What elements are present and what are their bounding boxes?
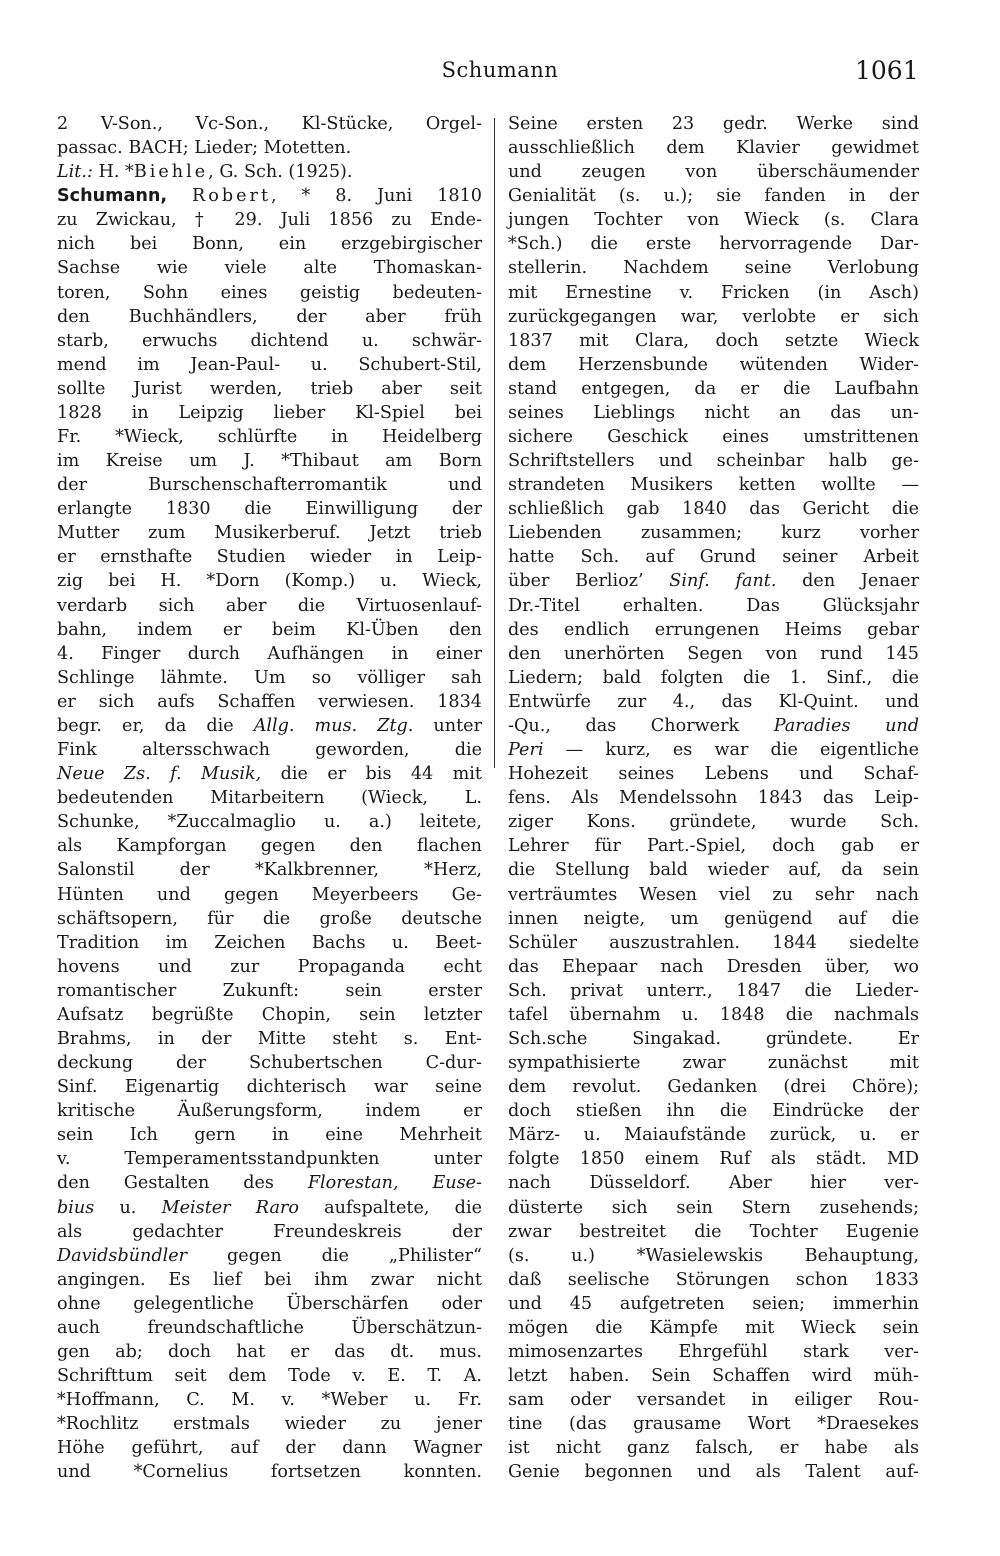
- text-run: letzt haben. Sein Schaffen wird müh-: [508, 1366, 919, 1387]
- text-line: [57, 738, 482, 762]
- text-line: [57, 569, 482, 593]
- text-run: — kurz, es war die eigentliche: [543, 740, 919, 761]
- text-run: nich bei Bonn, ein erzgebirgischer: [57, 234, 482, 255]
- text-line: [57, 401, 482, 425]
- text-run: das Ehepaar nach Dresden über, wo: [508, 956, 919, 977]
- text-run: Seine ersten 23 gedr. Werke sind: [508, 114, 919, 134]
- text-line: [57, 1075, 482, 1099]
- text-run: doch stießen ihn die Eindrücke der: [508, 1101, 919, 1122]
- text-line: [508, 834, 919, 858]
- text-run: zu Zwickau, † 29. Juli 1856 zu Ende-: [57, 210, 482, 231]
- text-run: er ernsthafte Studien wieder in Leip-: [57, 547, 482, 568]
- text-run: düsterte sich sein Stern zusehends;: [508, 1197, 919, 1218]
- text-line: [508, 1292, 919, 1316]
- text-line: [57, 232, 482, 256]
- text-run: seines Lieblings nicht an das un-: [508, 402, 919, 423]
- right-column: [508, 112, 919, 1484]
- text-run: Höhe geführt, auf der dann Wagner: [57, 1438, 482, 1459]
- text-line: [57, 305, 482, 329]
- text-line: [508, 569, 919, 593]
- text-line: [508, 160, 919, 184]
- text-run: Liedern; bald folgten die 1. Sinf., die: [508, 667, 919, 688]
- text-run: strandeten Musikers ketten wollte —: [508, 475, 919, 496]
- text-run: Schüler auszustrahlen. 1844 siedelte: [508, 932, 919, 953]
- text-run: Salonstil der *Kalkbrenner, *Herz,: [57, 860, 482, 881]
- text-line: [508, 208, 919, 232]
- text-run: -Qu., das Chorwerk: [508, 715, 774, 736]
- text-run: sympathisierte zwar zunächst mit: [508, 1053, 919, 1074]
- text-run: ausschließlich dem Klavier gewidmet: [508, 138, 919, 159]
- text-run: Sch.sche Singakad. gründete. Er: [508, 1028, 919, 1049]
- text-line: [57, 329, 482, 353]
- text-line: [508, 1003, 919, 1027]
- text-line: [508, 1075, 919, 1099]
- text-line: [508, 762, 919, 786]
- text-run: mend im Jean-Paul- u. Schubert-Stil,: [57, 354, 482, 375]
- text-line: [508, 1268, 919, 1292]
- text-run: zwar bestreitet die Tochter Eugenie: [508, 1221, 919, 1242]
- text-run: 4. Finger durch Aufhängen in einer: [57, 643, 482, 664]
- text-line: [57, 666, 482, 690]
- text-run: erlangte 1830 die Einwilligung der: [57, 499, 482, 520]
- text-line: [508, 1364, 919, 1388]
- text-run: Genialität (s. u.); sie fanden in der: [508, 186, 919, 207]
- text-line: [57, 883, 482, 907]
- text-line: [508, 594, 919, 618]
- text-line: [508, 1027, 919, 1051]
- text-run: folgte 1850 einem Ruf als städt. MD: [508, 1149, 919, 1170]
- text-run: die er bis 44 mit: [261, 764, 482, 785]
- text-line: [57, 521, 482, 545]
- text-line: [57, 1003, 482, 1027]
- text-line: [508, 281, 919, 305]
- text-run: bahn, indem er beim Kl-Üben den: [57, 619, 482, 640]
- text-line: [57, 353, 482, 377]
- text-line: [57, 810, 482, 834]
- text-run: Davidsbündler: [57, 1245, 188, 1266]
- text-run: Fr. *Wieck, schlürfte in Heidelberg: [57, 427, 482, 448]
- text-line: [57, 1340, 482, 1364]
- text-line: [57, 955, 482, 979]
- text-run: gen ab; doch hat er das dt. mus.: [57, 1341, 482, 1362]
- text-run: toren, Sohn eines geistig bedeuten-: [57, 282, 482, 303]
- text-line: [508, 497, 919, 521]
- text-line: [57, 473, 482, 497]
- text-run: Lehrer für Part.-Spiel, doch gab er: [508, 836, 919, 857]
- text-line: [57, 1292, 482, 1316]
- text-run: Aufsatz begrüßte Chopin, sein letzter: [57, 1004, 482, 1025]
- text-run: stellerin. Nachdem seine Verlobung: [508, 258, 919, 279]
- text-run: mögen die Kämpfe mit Wieck sein: [508, 1317, 919, 1338]
- text-line: [508, 1388, 919, 1412]
- text-line: [57, 834, 482, 858]
- text-run: Sinf. fant.: [669, 571, 777, 592]
- text-run: Sch. privat unterr., 1847 die Lieder-: [508, 980, 919, 1001]
- text-run: auch freundschaftliche Überschätzun-: [57, 1317, 482, 1338]
- text-line: [508, 377, 919, 401]
- text-line: [57, 1051, 482, 1075]
- text-line: [57, 208, 482, 232]
- text-run: Schumann,: [57, 186, 168, 207]
- text-line: [508, 907, 919, 931]
- text-run: über Berlioz’: [508, 571, 670, 592]
- text-run: schäftsopern, für die große deutsche: [57, 908, 482, 929]
- text-run: unter: [413, 715, 482, 736]
- text-run: , G. Sch. (1925).: [208, 162, 353, 183]
- text-line: [508, 1316, 919, 1340]
- text-run: bius: [57, 1197, 95, 1218]
- text-run: *Hoffmann, C. M. v. *Weber u. Fr.: [57, 1390, 482, 1411]
- text-run: schließlich gab 1840 das Gericht die: [508, 499, 919, 520]
- text-line: [508, 256, 919, 280]
- text-run: und 45 aufgetreten seien; immerhin: [508, 1293, 919, 1314]
- text-line: [57, 256, 482, 280]
- text-line: [508, 955, 919, 979]
- text-line: [508, 425, 919, 449]
- text-run: sollte Jurist werden, trieb aber seit: [57, 378, 482, 399]
- text-run: dem revolut. Gedanken (drei Chöre);: [508, 1077, 919, 1098]
- text-line: [508, 521, 919, 545]
- text-line: [57, 1196, 482, 1220]
- text-line: [508, 1460, 919, 1484]
- text-run: Genie begonnen und als Talent auf-: [508, 1462, 919, 1483]
- text-line: [57, 762, 482, 786]
- text-run: Schlinge lähmte. Um so völliger sah: [57, 667, 482, 688]
- text-line: [57, 907, 482, 931]
- text-line: [508, 714, 919, 738]
- text-run: hatte Sch. auf Grund seiner Arbeit: [508, 547, 919, 568]
- text-line: [508, 1436, 919, 1460]
- text-run: Dr.-Titel erhalten. Das Glücksjahr: [508, 595, 919, 616]
- text-run: 1837 mit Clara, doch setzte Wieck: [508, 330, 919, 351]
- text-line: [57, 786, 482, 810]
- text-line: [508, 786, 919, 810]
- text-run: Neue Zs. f. Musik,: [57, 764, 262, 785]
- text-line: [508, 353, 919, 377]
- text-run: Tradition im Zeichen Bachs u. Beet-: [57, 932, 482, 953]
- text-run: kritische Äußerungsform, indem er: [57, 1101, 482, 1122]
- text-run: Meister Raro: [161, 1197, 299, 1218]
- text-run: jungen Tochter von Wieck (s. Clara: [508, 210, 919, 231]
- text-line: [508, 1123, 919, 1147]
- text-run: nach Düsseldorf. Aber hier ver-: [508, 1173, 919, 1194]
- text-run: innen neigte, um genügend auf die: [508, 908, 919, 929]
- text-line: [508, 232, 919, 256]
- text-line: [57, 160, 482, 184]
- text-line: [508, 931, 919, 955]
- text-run: Hünten und gegen Meyerbeers Ge-: [57, 884, 482, 905]
- text-line: [57, 1027, 482, 1051]
- text-run: verträumtes Wesen viel zu sehr nach: [508, 884, 919, 905]
- text-run: und *Cornelius fortsetzen konnten.: [57, 1462, 482, 1483]
- text-line: [508, 883, 919, 907]
- text-run: u.: [94, 1197, 162, 1218]
- text-line: [508, 858, 919, 882]
- text-run: gegen die „Philister“: [187, 1245, 482, 1266]
- text-run: *Sch.) die erste hervorragende Dar-: [508, 234, 919, 255]
- text-run: v. Temperamentsstandpunkten unter: [57, 1149, 482, 1170]
- text-line: [57, 449, 482, 473]
- text-run: *Rochlitz erstmals wieder zu jener: [57, 1414, 482, 1435]
- text-run: (s. u.) *Wasielewskis Behauptung,: [508, 1245, 919, 1266]
- text-line: [57, 1244, 482, 1268]
- text-line: [57, 184, 482, 208]
- text-line: [57, 1316, 482, 1340]
- text-run: , * 8. Juni 1810: [271, 186, 482, 207]
- text-run: als Kampforgan gegen den flachen: [57, 836, 482, 857]
- text-run: mimosenzartes Ehrgefühl stark ver-: [508, 1341, 919, 1362]
- text-line: [57, 1388, 482, 1412]
- text-line: [508, 1147, 919, 1171]
- text-run: Allg. mus. Ztg.: [253, 715, 414, 736]
- text-run: 2 V-Son., Vc-Son., Kl-Stücke, Orgel-: [57, 114, 482, 134]
- text-run: dem Herzensbunde wütenden Wider-: [508, 354, 919, 375]
- text-run: den unerhörten Segen von rund 145: [508, 643, 919, 664]
- text-line: [508, 305, 919, 329]
- text-line: [508, 473, 919, 497]
- text-line: [57, 1171, 482, 1195]
- text-run: der Burschenschafterromantik und: [57, 475, 482, 496]
- text-line: [508, 1244, 919, 1268]
- text-run: sein Ich gern in eine Mehrheit: [57, 1125, 482, 1146]
- text-line: [57, 979, 482, 1003]
- text-run: Schunke, *Zuccalmaglio u. a.) leitete,: [57, 812, 482, 833]
- text-run: den Gestalten des: [57, 1173, 308, 1194]
- text-run: fens. Als Mendelssohn 1843 das Leip-: [508, 788, 919, 809]
- text-line: [508, 545, 919, 569]
- text-run: 1828 in Leipzig lieber Kl-Spiel bei: [57, 402, 482, 423]
- text-line: [508, 690, 919, 714]
- text-line: [508, 136, 919, 160]
- text-line: [508, 666, 919, 690]
- text-run: starb, erwuchs dichtend u. schwär-: [57, 330, 482, 351]
- text-line: [57, 931, 482, 955]
- text-line: [508, 1220, 919, 1244]
- text-run: bedeutenden Mitarbeitern (Wieck, L.: [57, 788, 482, 809]
- text-line: [508, 1412, 919, 1436]
- text-line: [508, 1099, 919, 1123]
- text-line: [57, 642, 482, 666]
- text-line: [508, 1051, 919, 1075]
- text-line: [57, 1436, 482, 1460]
- text-run: den Buchhändlers, der aber früh: [57, 306, 482, 327]
- text-line: [57, 858, 482, 882]
- text-run: des endlich errungenen Heims gebar: [508, 619, 919, 640]
- text-line: [57, 425, 482, 449]
- text-line: [57, 1123, 482, 1147]
- page-number: 1061: [855, 56, 919, 85]
- text-run: er sich aufs Schaffen verwiesen. 1834: [57, 691, 482, 712]
- text-line: [57, 1147, 482, 1171]
- text-run: Biehle: [133, 162, 209, 183]
- text-line: [57, 1460, 482, 1484]
- text-run: Peri: [508, 740, 544, 761]
- text-run: romantischer Zukunft: sein erster: [57, 980, 482, 1001]
- text-line: [57, 1412, 482, 1436]
- text-run: stand entgegen, da er die Laufbahn: [508, 378, 919, 399]
- text-run: Florestan, Euse-: [307, 1173, 482, 1194]
- text-line: [508, 1171, 919, 1195]
- text-run: als gedachter Freundeskreis der: [57, 1221, 482, 1242]
- text-line: [508, 979, 919, 1003]
- text-run: H. *: [92, 162, 134, 183]
- text-run: Hohezeit seines Lebens und Schaf-: [508, 764, 919, 785]
- text-run: zig bei H. *Dorn (Komp.) u. Wieck,: [57, 571, 482, 592]
- left-column: [57, 112, 482, 1484]
- text-line: [508, 810, 919, 834]
- text-run: ohne gelegentliche Überschärfen oder: [57, 1293, 482, 1314]
- text-line: [57, 545, 482, 569]
- text-run: Fink altersschwach geworden, die: [57, 740, 482, 761]
- text-run: passac. BACH; Lieder; Motetten.: [57, 138, 352, 159]
- text-line: [508, 449, 919, 473]
- text-line: [508, 618, 919, 642]
- text-run: tine (das grausame Wort *Draesekes: [508, 1414, 919, 1435]
- text-run: daß seelische Störungen schon 1833: [508, 1269, 919, 1290]
- text-run: tafel übernahm u. 1848 die nachmals: [508, 1004, 919, 1025]
- text-run: Liebenden zusammen; kurz vorher: [508, 523, 919, 544]
- text-run: und zeugen von überschäumender: [508, 162, 919, 183]
- text-run: sichere Geschick eines umstrittenen: [508, 427, 919, 448]
- text-line: [57, 1220, 482, 1244]
- text-line: [57, 618, 482, 642]
- text-run: den Jenaer: [776, 571, 919, 592]
- text-line: [57, 112, 482, 136]
- text-run: hovens und zur Propaganda echt: [57, 956, 482, 977]
- text-line: [57, 281, 482, 305]
- text-line: [57, 690, 482, 714]
- text-line: [508, 184, 919, 208]
- text-run: deckung der Schubertschen C-dur-: [57, 1053, 482, 1074]
- text-line: [508, 642, 919, 666]
- text-line: [508, 738, 919, 762]
- text-run: Lit.:: [57, 162, 93, 183]
- text-line: [508, 401, 919, 425]
- text-line: [57, 136, 482, 160]
- text-line: [57, 1268, 482, 1292]
- text-run: im Kreise um J. *Thibaut am Born: [57, 451, 482, 472]
- column-rule: [494, 118, 495, 768]
- text-run: mit Ernestine v. Fricken (in Asch): [508, 282, 919, 303]
- text-run: die Stellung bald wieder auf, da sein: [508, 860, 919, 881]
- text-run: Paradies und: [773, 715, 919, 736]
- text-line: [508, 329, 919, 353]
- text-line: [508, 1196, 919, 1220]
- text-run: Mutter zum Musikerberuf. Jetzt trieb: [57, 523, 482, 544]
- text-run: [167, 186, 192, 206]
- text-line: [57, 594, 482, 618]
- text-line: [508, 112, 919, 136]
- text-run: angingen. Es lief bei ihm zwar nicht: [57, 1269, 482, 1290]
- header-title: Schumann: [441, 58, 559, 82]
- text-line: [57, 377, 482, 401]
- text-line: [57, 497, 482, 521]
- text-line: [57, 1099, 482, 1123]
- text-run: verdarb sich aber die Virtuosenlauf-: [57, 595, 482, 616]
- text-run: Brahms, in der Mitte steht s. Ent-: [57, 1028, 482, 1049]
- text-run: sam oder versandet in eiliger Rou-: [508, 1390, 919, 1411]
- text-run: März- u. Maiaufstände zurück, u. er: [508, 1125, 919, 1146]
- text-run: Schrifttum seit dem Tode v. E. T. A.: [57, 1366, 482, 1387]
- text-line: [508, 1340, 919, 1364]
- text-run: ziger Kons. gründete, wurde Sch.: [508, 812, 919, 833]
- text-run: Schriftstellers und scheinbar halb ge-: [508, 451, 919, 472]
- text-run: Sinf. Eigenartig dichterisch war seine: [57, 1077, 482, 1098]
- text-run: aufspaltete, die: [298, 1197, 482, 1218]
- text-run: begr. er, da die: [57, 715, 254, 736]
- text-run: ist nicht ganz falsch, er habe als: [508, 1438, 919, 1459]
- text-run: Sachse wie viele alte Thomaskan-: [57, 258, 482, 279]
- text-run: Robert: [192, 186, 272, 207]
- text-line: [57, 714, 482, 738]
- text-line: [57, 1364, 482, 1388]
- text-run: Entwürfe zur 4., das Kl-Quint. und: [508, 691, 919, 712]
- text-run: zurückgegangen war, verlobte er sich: [508, 306, 919, 327]
